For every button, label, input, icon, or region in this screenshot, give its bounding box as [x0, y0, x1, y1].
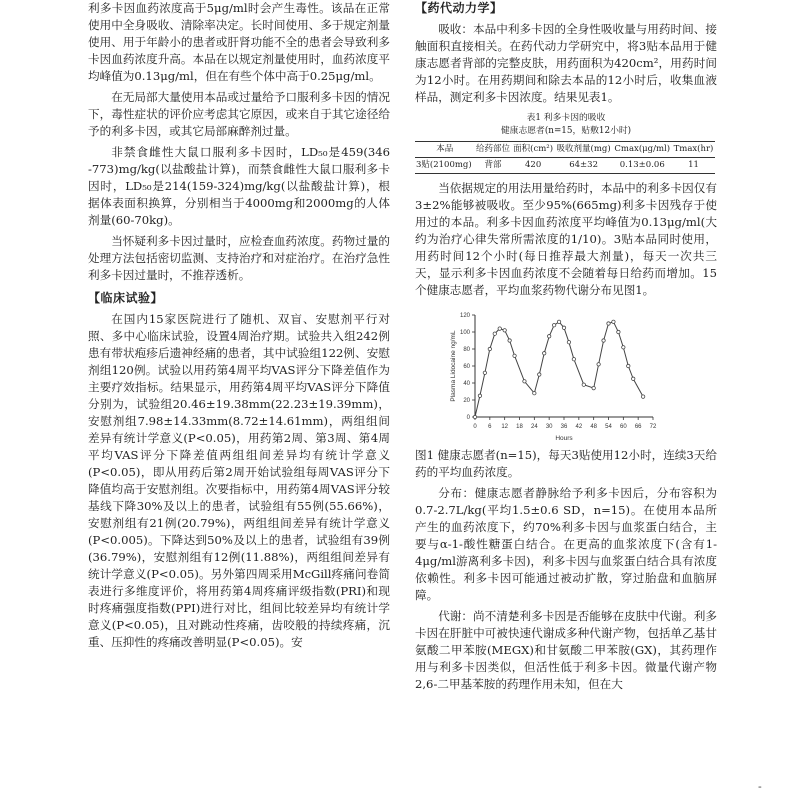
pharmacokinetics-heading: 【药代动力学】 [415, 1, 503, 15]
right-column [415, 0, 717, 693]
x-axis-label: Hours [555, 435, 573, 442]
y-tick-label: 20 [463, 398, 470, 404]
table-cell: 0.13±0.06 [613, 158, 672, 174]
x-tick-label: 66 [634, 424, 642, 430]
absorption-paragraph: 吸收：本品中利多卡因的全身性吸收量与用药时间、接触面积直接相关。在药代动力学研究中，将3贴本品用于健康志愿者背部的完整皮肤，用药面积为420cm²，用药时间为12小时。在用药期间和除去本品的12小时后，收集血液样品，测定利多卡因浓度。结果见表1。 [415, 22, 717, 104]
data-point [562, 326, 565, 329]
data-point [547, 335, 550, 338]
data-point [533, 392, 536, 395]
clinical-trials-heading: 【临床试验】 [88, 291, 164, 305]
data-point [557, 320, 560, 323]
data-point [612, 320, 615, 323]
series-line [475, 322, 643, 417]
data-point [632, 377, 635, 380]
data-point [493, 332, 496, 335]
clinical-trials-paragraph: 在国内15家医院进行了随机、双盲、安慰剂平行对照、多中心临床试验，设置4周治疗期。试验共入组242例患有带状疱疹后遗神经痛的患者，其中试验组122例、安慰剂组120例。试验以用药第4周平均VAS评分下降差值作为主要疗效指标。结果显示，用药第4周平均VAS评分下降值分别为，试验组20.46±19.38mm(22.23±19.39mm)，安慰剂组7.98±14.33mm(8.72±14.61mm)，两组组间差异有统计学意义(P<0.05)，用药第2周、第3周、第4周平均VAS评分下降差值两组组间差异均有统计学意义(P<0.05)，即从用药后第2周开始试验组每周VAS评分下降值均高于安慰剂组。次要指标中，用药第4周VAS评分较基线下降30%及以上的患者，试验组有55例(55.66%)，安慰剂组有21例(20.79%)，两组组间差异有统计学意义(P<0.005)。下降达到50%及以上的患者，试验组有39例(36.79%)，安慰剂组有12例(11.88%)，两组组间差异有统计学意义(P<0.05)。另外第四周采用McGill疼痛问卷简表进行多维度评价，将用药第4周疼痛评级指数(PRI)和现时疼痛强度指数(PPI)进行对比，组间比较差异均有统计学意义(P<0.05)，且对跳动性疼痛，齿咬般的持续疼痛，沉重、压抑性的疼痛改善明显(P<0.05)。安 [88, 312, 390, 649]
overdose-paragraph-2: 在无局部大量使用本品或过量给予口服利多卡因的情况下，毒性症状的评价应考虑其它原因，或来自于其它途径给予的利多卡因，或其它局部麻醉剂过量。 [88, 90, 390, 138]
table-header: 本品 [415, 142, 474, 158]
x-tick-label: 60 [619, 424, 627, 430]
table-header: 面积(cm²) [512, 142, 555, 158]
x-tick-label: 18 [516, 424, 523, 430]
plasma-concentration-chart [415, 305, 715, 445]
y-tick-label: 100 [459, 330, 470, 336]
data-point [567, 341, 570, 344]
overdose-paragraph-4: 当怀疑利多卡因过量时，应检查血药浓度。药物过量的处理方法包括密切监测、支持治疗和对症治疗。在治疗急性利多卡因过量时，不推荐透析。 [88, 234, 390, 282]
data-point [627, 364, 630, 367]
y-tick-label: 0 [466, 415, 470, 421]
x-tick-label: 12 [501, 424, 509, 430]
data-point [602, 339, 605, 342]
distribution-paragraph: 分布：健康志愿者静脉给予利多卡因后，分布容积为0.7-2.7L/kg(平均1.5±0.6 SD，n=15)。在使用本品所产生的血药浓度下，约70%利多卡因与血浆蛋白结合，主要与α-1-酸性糖蛋白结合。在更高的血浆浓度下(含有1-4μg/ml游离利多卡因)，利多卡因与血浆蛋白结合具有浓度依赖性。利多卡因可能通过被动扩散，穿过胎盘和血脑屏障。 [415, 486, 717, 602]
x-tick-label: 6 [488, 424, 492, 430]
left-column [88, 0, 390, 651]
data-point [538, 373, 541, 376]
data-point [543, 352, 546, 355]
metabolism-paragraph: 代谢：尚不清楚利多卡因是否能够在皮肤中代谢。利多卡因在肝脏中可被快速代谢成多种代谢产物，包括单乙基甘氨酸二甲苯胺(MEGX)和甘氨酸二甲苯胺(GX)，其药理作用与利多卡因类似，但活性低于利多卡因。微量代谢产物2,6-二甲基苯胺的药理作用未知，但在大 [415, 609, 717, 691]
data-point [582, 383, 585, 386]
table-header: Tmax(hr) [672, 142, 715, 158]
figure-caption: 图1 健康志愿者(n=15)，每天3贴使用12小时，连续3天给药的平均血药浓度。 [415, 448, 717, 479]
table-title: 表1 利多卡因的吸收 [526, 113, 606, 123]
data-point [503, 329, 506, 332]
table-header: Cmax(μg/ml) [613, 142, 672, 158]
table-header: 给药部位 [474, 142, 511, 158]
absorption-paragraph-2: 当依据规定的用法用量给药时，本品中的利多卡因仅有3±2%能够被吸收。至少95%(665mg)利多卡因残存于使用过的本品。利多卡因血药浓度平均峰值为0.13μg/ml(大约为治疗心律失常所需浓度的1/10)。3贴本品同时使用，用药时间12个小时(每日推荐最大剂量)，每天一次共三天，显示利多卡因血药浓度不会随着每日给药而增加。15个健康志愿者，平均血浆药物代谢分布见图1。 [415, 181, 717, 297]
y-axis-label: Plasma Lidocaine ng/mL [450, 330, 457, 402]
data-point [523, 380, 526, 383]
x-tick-label: 72 [649, 424, 657, 430]
page-corner-mark: - [758, 780, 762, 793]
data-point [641, 395, 644, 398]
data-point [552, 324, 555, 327]
table-cell: 背部 [474, 158, 511, 174]
x-tick-label: 36 [560, 424, 568, 430]
data-point [488, 347, 491, 350]
table-header-row [415, 142, 715, 158]
data-point [513, 354, 516, 357]
data-point [597, 363, 600, 366]
absorption-table [415, 141, 715, 174]
x-tick-label: 42 [575, 424, 583, 430]
data-point [607, 322, 610, 325]
data-point [572, 358, 575, 361]
x-tick-label: 54 [605, 424, 612, 430]
x-tick-label: 48 [590, 424, 598, 430]
y-tick-label: 40 [463, 381, 470, 387]
overdose-paragraph-3: 非禁食雌性大鼠口服利多卡因时，LD₅₀是459(346 -773)mg/kg(以盐酸盐计算)，而禁食雌性大鼠口服利多卡因时，LD₅₀是214(159-324)mg/kg(以盐酸盐计算)，根据体表面积换算，分别相当于4000mg和2000mg的人体剂量(60-70kg)。 [88, 145, 390, 227]
y-tick-label: 60 [463, 364, 470, 370]
table-cell: 420 [512, 158, 555, 174]
x-tick-label: 24 [530, 424, 538, 430]
data-point [498, 327, 501, 330]
x-tick-label: 30 [545, 424, 553, 430]
data-point [473, 415, 476, 418]
y-tick-label: 80 [463, 347, 470, 353]
x-tick-label: 0 [473, 424, 477, 430]
y-tick-label: 120 [459, 313, 470, 319]
table-cell: 64±32 [555, 158, 613, 174]
data-point [592, 386, 595, 389]
table-header: 吸收剂量(mg) [555, 142, 613, 158]
data-point [508, 339, 511, 342]
overdose-paragraph-1: 利多卡因血药浓度高于5μg/ml时会产生毒性。该品在正常使用中全身吸收、清除率决定。长时间使用、多于规定剂量使用、用于年龄小的患者或肝肾功能不全的患者会导致利多卡因血药浓度升高。本品在以规定剂量使用时，血药浓度平均峰值为0.13μg/ml，但在有些个体中高于0.25μg/ml。 [88, 1, 390, 83]
table-cell: 11 [672, 158, 715, 174]
data-point [617, 330, 620, 333]
table-cell: 3贴(2100mg) [415, 158, 474, 174]
data-point [478, 394, 481, 397]
table-subtitle: 健康志愿者(n=15，贴敷12小时) [500, 126, 632, 136]
data-point [622, 346, 625, 349]
table-row [415, 158, 715, 174]
data-point [483, 371, 486, 374]
